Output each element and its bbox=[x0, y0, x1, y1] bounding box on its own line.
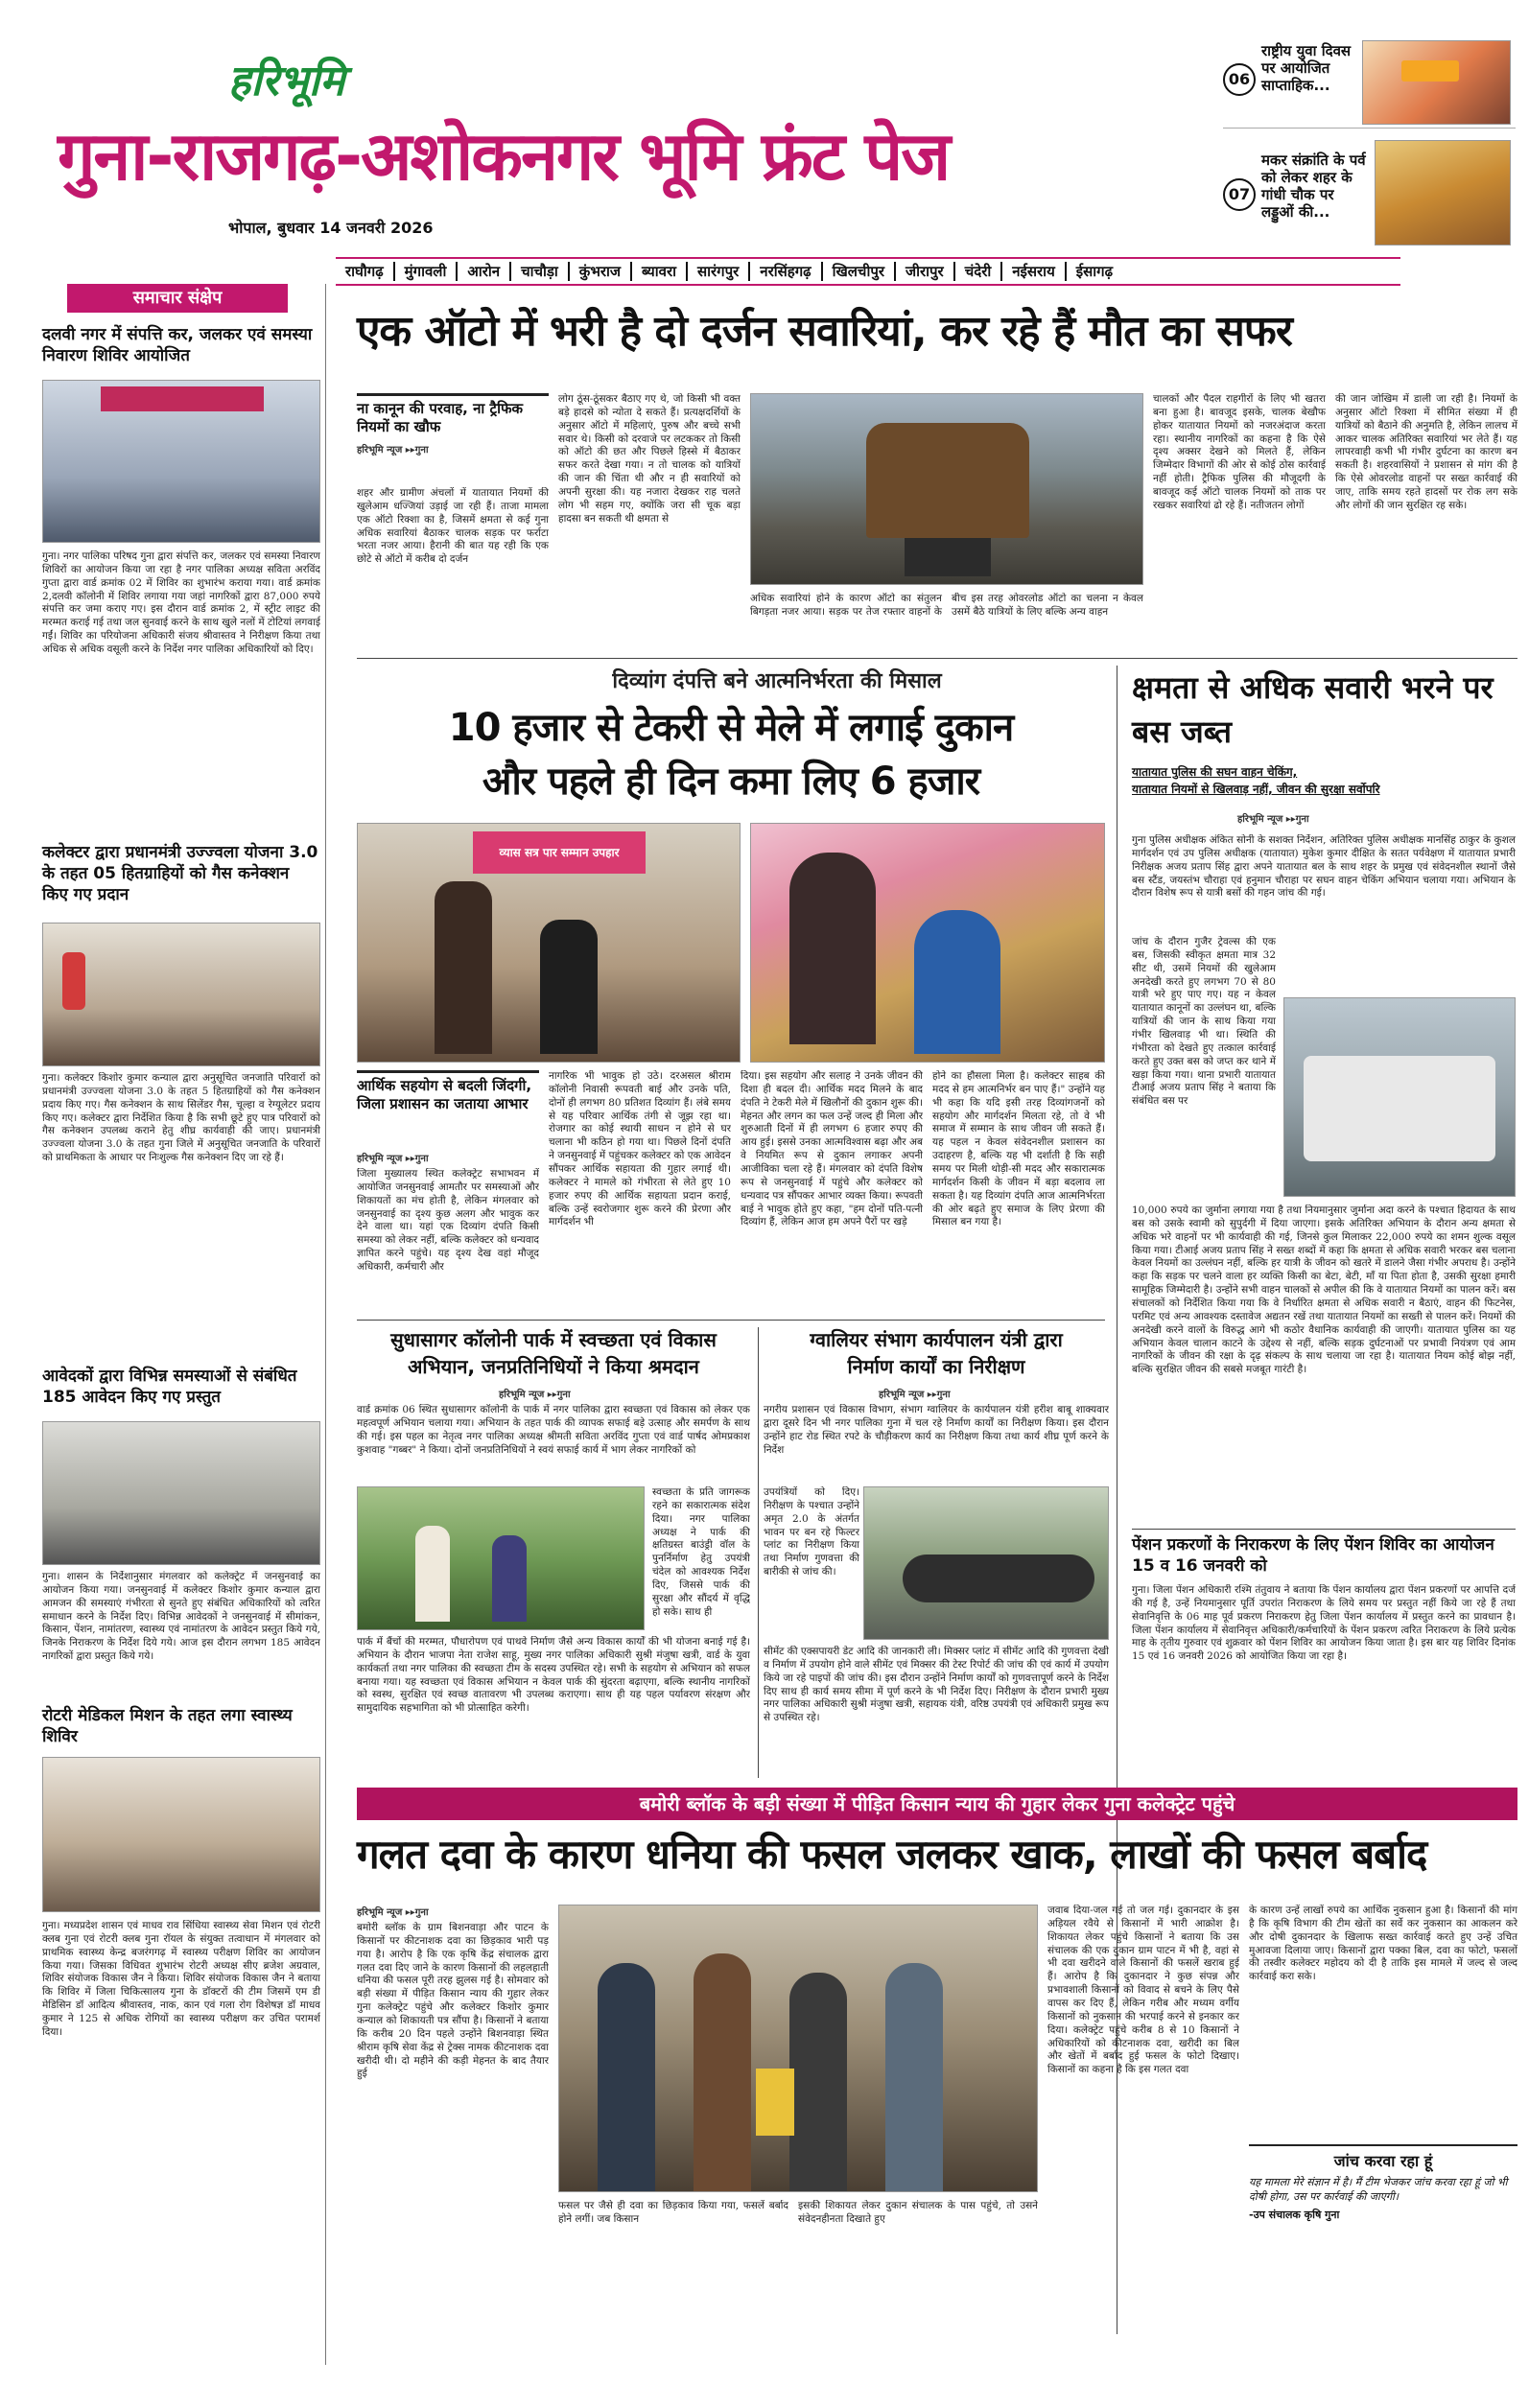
stage-banner: व्यास सत्र पार सम्मान उपहार bbox=[473, 831, 646, 874]
brief-body: गुना। मध्यप्रदेश शासन एवं माधव राव सिंधिया स्वास्थ्य सेवा मिशन एवं रोटरी क्लब गुना एवं रोटरी क्लब गुना रॉयल के संयुक्त तत्वाधान में मंगलवार को प्राथमिक स्वास्थ्य केन्द्र बजरंगगढ़ में स्वास्थ्य परीक्षण शिविर का आयोजन किया गया। जिसका विधिवत शुभारंभ रोटरी अध्यक्ष सीए ब्रजेश अग्रवाल, शिविर संयोजक विकास जैन ने किया। शिविर संयोजक विकास जैन ने बताया कि शिविर में जिला चिकित्सालय गुना के डॉक्टरों की टीम जिसमें एम डी मेडिसिन डॉ आदित्य श्रीवास्तव, नाक, कान एवं गला रोग विशेषज्ञ डॉ माधव कुमार ने 125 से अधिक रोगियों का स्वास्थ्य परीक्षण कर उचित परामर्श दिया। bbox=[42, 1920, 320, 2038]
sidebar-header: समाचार संक्षेप bbox=[67, 284, 288, 313]
dateline: भोपाल, बुधवार 14 जनवरी 2026 bbox=[228, 219, 434, 237]
brief-body: गुना। कलेक्टर किशोर कुमार कन्याल द्वारा अनुसूचित जनजाति परिवारों को प्रधानमंत्री उज्ज्वला योजना 3.0 के तहत 5 हितग्राहियों को गैस कनेक्शन प्रदाय किए गए। गैस कनेक्शन के साथ सिलेंडर गैस, चूल्हा व रेग्यूलेटर प्रदाय किए गए। कलेक्टर द्वारा निर्देशित किया है कि सभी छूटे हुए पात्र परिवारों को गैस कनेक्शन उपलब्ध कराने हेतु शीघ्र कार्यवाही की जाए। प्रधानमंत्री उज्ज्वला योजना 3.0 के तहत गुना जिले में अनुसूचित जनजाति के परिवारों को प्राथमिकता के आधार पर निःशुल्क गैस कनेक्शन दिए जा रहे हैं। bbox=[42, 1072, 320, 1164]
divyang-photo-2 bbox=[750, 823, 1105, 1063]
town-nav-item[interactable]: नरसिंहगढ़ bbox=[750, 262, 822, 281]
gwalior-left: उपयंत्रियों को दिए। निरीक्षण के पश्चात उन्होंने अमृत 2.0 के अंतर्गत भावन पर बन रहे फिल्टर प्लांट का निरीक्षण किया तथा निर्माण गुणवत्ता की बारीकी से जांच की। bbox=[764, 1486, 859, 1578]
town-nav bbox=[336, 257, 1400, 286]
promo-box[interactable] bbox=[1223, 33, 1516, 129]
gwalior-photo bbox=[863, 1486, 1109, 1640]
lead-col: शहर और ग्रामीण अंचलों में यातायात नियमों की खुलेआम धज्जियां उड़ाई जा रही हैं। ताजा मामला एक ऑटो रिक्शा का है, जिसमें क्षमता से कई गुना अधिक सवारियां बैठाकर चालक सड़क पर फर्राटा भरता नजर आया। हैरानी की बात यह रही कि एक छोटे से ऑटो में करीब दो दर्जन bbox=[357, 487, 549, 566]
page-title: गुना-राजगढ़-अशोकनगर भूमि फ्रंट पेज bbox=[58, 117, 950, 196]
farmer-caption: इसकी शिकायत लेकर दुकान संचालक के पास पहुंचे, तो उसने संवेदनहीनता दिखाते हुए bbox=[798, 2200, 1038, 2225]
farmer-headline: गलत दवा के कारण धनिया की फसल जलकर खाक, लाखों की फसल बर्बाद bbox=[357, 1831, 1427, 1878]
brief-title: आवेदकों द्वारा विभिन्न समस्याओं से संबंधित 185 आवेदन किए गए प्रस्तुत bbox=[42, 1367, 297, 1407]
brief-title: रोटरी मेडिकल मिशन के तहत लगा स्वास्थ्य शिविर bbox=[42, 1706, 293, 1746]
bus-tagline-1: यातायात पुलिस की सघन वाहन चेकिंग, bbox=[1132, 765, 1298, 779]
gwalior-headline-2: निर्माण कार्यों का निरीक्षण bbox=[847, 1355, 1025, 1378]
town-nav-item[interactable]: जीरापुर bbox=[896, 262, 955, 281]
farmer-photo bbox=[558, 1905, 1038, 2192]
town-nav-item[interactable]: चाचौड़ा bbox=[511, 262, 570, 281]
pension-body: गुना। जिला पेंशन अधिकारी रश्मि तंतुवाय ने बताया कि पेंशन कार्यालय द्वारा पेंशन प्रकरणों पर आपत्ति दर्ज की गई है, उन्हें नियमानुसार पूर्ति उपरांत निराकरण के लिये समय पर प्रस्तुत नहीं किये जा रहे हैं तथा सेवानिवृत्ति के 06 माह पूर्व प्रकरण निराकरण हेतु जिला पेंशन कार्यालय में प्रस्तुत करने का प्रावधान है। जिला पेंशन कार्यालय में सेवानिवृत्त अधिकारी/कर्मचारियों के पेंशन प्रकरण त्वरित निराकरण के लिये प्रत्येक माह के तृतीय गुरुवार एवं शुक्रवार को पेंशन शिविर का आयोजन किया जाता है। इस बार यह शिविर दिनांक 15 एवं 16 जनवरी 2026 को आयोजित किया जा रहा है। bbox=[1132, 1584, 1516, 1663]
town-nav-item[interactable]: ईसागढ़ bbox=[1075, 263, 1114, 280]
promo-text: राष्ट्रीय युवा दिवस पर आयोजित साप्ताहिक... bbox=[1261, 42, 1352, 94]
brief-title: कलेक्टर द्वारा प्रधानमंत्री उज्ज्वला योजना 3.0 के तहत 05 हितग्राहियों को गैस कनेक्शन किए गए प्रदान bbox=[42, 843, 318, 904]
byline: हरिभूमि न्यूज ▸▸गुना bbox=[879, 1390, 951, 1400]
park-photo bbox=[357, 1486, 645, 1630]
divyang-col: होने का हौसला मिला है। कलेक्टर साहब की मदद से हम आत्मनिर्भर बन पाए हैं।" उन्होंने यह भी कहा कि यदि इसी तरह दिव्यांगजनों को सहयोग और मार्गदर्शन मिलता रहे, तो वे भी समाज में सम्मान के साथ जीवन जी सकते हैं। यह पहल न केवल संवेदनशील प्रशासन का उदाहरण है, बल्कि यह भी दर्शाती है कि सही समय पर मिली थोड़ी-सी मदद और सकारात्मक मार्गदर्शन किसी के जीवन में बड़ा बदलाव ला सकता है। यह दिव्यांग दंपति आज आत्मनिर्भरता की ओर बढ़ते हुए समाज के लिए प्रेरणा की मिसाल बन गया है। bbox=[932, 1070, 1105, 1228]
lead-subhead-box bbox=[357, 393, 549, 489]
park-headline-1: सुधासागर कॉलोनी पार्क में स्वच्छता एवं विकास bbox=[390, 1328, 717, 1351]
brief-title: दलवी नगर में संपत्ति कर, जलकर एवं समस्या निवारण शिविर आयोजित bbox=[42, 325, 313, 365]
divyang-col: दिया। इस सहयोग और सलाह ने उनके जीवन की दिशा ही बदल दी। आर्थिक मदद मिलने के बाद दंपति ने टेकरी मेले में खिलौनों की दुकान शुरू की। मेहनत और लगन का फल उन्हें जल्द ही मिला और शुरुआती दिनों में ही लगभग 6 हजार रुपए की आय हुई। इससे उनका आत्मविश्वास बढ़ा और अब वे नियमित रूप से दुकान लगाकर अपनी आजीविका चला रहे हैं। मंगलवार को दंपति विशेष रूप से जनसुनवाई में पहुंचे और कलेक्टर को धन्यवाद पत्र सौंपकर आभार व्यक्त किया। रूपवती बाई ने भावुक होते हुए कहा, "हम दोनों पति-पत्नी दिव्यांग हैं, लेकिन आज हम अपने पैरों पर खड़े bbox=[741, 1070, 923, 1228]
divyang-kicker: दिव्यांग दंपत्ति बने आत्मनिर्भरता की मिसाल bbox=[612, 669, 942, 693]
divyang-col: जिला मुख्यालय स्थित कलेक्ट्रेट सभाभवन में आयोजित जनसुनवाई आमतौर पर समस्याओं और शिकायतों का मंच होती है, लेकिन मंगलवार को जनसुनवाई का दृश्य कुछ अलग और भावुक कर देने वाला था। यहां एक दिव्यांग दंपति किसी समस्या को लेकर नहीं, बल्कि कलेक्टर को धन्यवाद ज्ञापित करने पहुंचे। यह दृश्य देख वहां मौजूद अधिकारी, कर्मचारी और bbox=[357, 1168, 539, 1274]
note-body: यह मामला मेरे संज्ञान में है। मैं टीम भेजकर जांच करवा रहा हूं जो भी दोषी होगा, उस पर कार्रवाई की जाएगी। bbox=[1249, 2176, 1508, 2203]
promo-number-badge: 07 bbox=[1223, 178, 1256, 211]
byline: हरिभूमि न्यूज ▸▸गुना bbox=[1237, 814, 1309, 825]
divyang-photo bbox=[357, 823, 741, 1063]
lead-subhead: ना कानून की परवाह, ना ट्रैफिक नियमों का खौफ bbox=[357, 400, 524, 435]
town-nav-item[interactable]: नईसराय bbox=[1002, 262, 1067, 281]
brief-photo bbox=[42, 1421, 320, 1565]
farmer-col: के कारण उन्हें लाखों रुपये का आर्थिक नुकसान हुआ है। किसानों की मांग है कि कृषि विभाग की टीम खेतों का सर्वे कर नुकसान का आकलन करे और दोषी दुकानदार के खिलाफ सख्त कार्रवाई करते हुए उन्हें उचित मुआवजा दिलाया जाए। किसानों द्वारा पक्का बिल, दवा का फोटो, फसलों की तस्वीर कलेक्टर महोदय को दी है ताकि इस मामले में जल्द से जल्द कार्रवाई करा सके। bbox=[1249, 1905, 1517, 1983]
brief-body: गुना। शासन के निर्देशानुसार मंगलवार को कलेक्ट्रेट में जनसुनवाई का आयोजन किया गया। जनसुनवाई में कलेक्टर किशोर कुमार कन्याल द्वारा आमजन की समस्याएं गंभीरता से सुनते हुए संबंधित अधिकारियों को त्वरित समाधान करने के निर्देश दिए। विभिन्न आवेदकों ने जनसुनवाई में सीमांकन, किसान, पेंशन, नामांतरण, स्वास्थ्य एवं नामांतरण के आवेदन प्रस्तुत किये गये, जिनके निराकरण के निर्देश दिये गये। आज इस दौरान लगभग 185 आवेदन नागरिकों द्वारा प्रस्तुत किये गये। bbox=[42, 1571, 320, 1663]
farmer-banner-text: बमोरी ब्लॉक के बड़ी संख्या में पीड़ित किसान न्याय की गुहार लेकर गुना कलेक्ट्रेट पहुंचे bbox=[639, 1792, 1235, 1815]
divyang-headline-2: और पहले ही दिन कमा लिए 6 हजार bbox=[482, 760, 980, 804]
lead-col: लोग ठूंस-ठूंसकर बैठाए गए थे, जो किसी भी वक्त बड़े हादसे को न्योता दे सकते हैं। प्रत्यक्षदर्शियों के अनुसार ऑटो में महिलाएं, पुरुष और बच्चे सभी सवार थे। किसी को दरवाजे पर लटककर तो किसी को ऑटो की छत और पिछले हिस्से में बैठाकर सफर करते देखा गया। न तो चालक को यात्रियों की जान की चिंता थी और न ही सवारियों को अपनी सुरक्षा की। यह नजारा देखकर राह चलते लोग भी सहम गए, क्योंकि जरा सी चूक बड़ा हादसा बन सकती थी क्षमता से bbox=[558, 393, 741, 525]
town-nav-item[interactable]: कुंभराज bbox=[570, 262, 632, 281]
gwalior-bottom: सीमेंट की एक्सपायरी डेट आदि की जानकारी ली। मिक्सर प्लांट में सीमेंट आदि की गुणवत्ता देखी व निर्माण में उपयोग होने वाले सीमेंट एवं मिक्सर की टेस्ट रिपोर्ट की जांच की एवं कार्य में उपयोग किये जा रहे पाइपों की जांच की। इस दौरान उन्होंने निर्माण कार्यों को गुणवत्तापूर्ण करने के निर्देश दिए साथ ही कार्य समय सीमा में पूर्ण करने के भी निर्देश दिए। निरीक्षण के दौरान प्रभारी मुख्य नगर पालिका अधिकारी सुश्री मंजुषा खत्री, सहायक यंत्री, वरिष्ठ उपयंत्री एवं अधिकारी प्रमुख रूप से उपस्थित रहे। bbox=[764, 1646, 1109, 1724]
farmer-caption: फसल पर जैसे ही दवा का छिड़काव किया गया, फसलें बर्बाद होने लगीं। जब किसान bbox=[558, 2200, 788, 2225]
bus-rest: 10,000 रुपये का जुर्माना लगाया गया है तथा नियमानुसार जुर्माना अदा करने के पश्चात हिदायत के साथ बस को उसके स्वामी को सुपुर्दगी में दिया जाएगा। इसके अतिरिक्त अभियान के दौरान अन्य क्षमता से अधिक भरे वाहनों पर भी कार्यवाही की गई, जिनसे कुल मिलाकर 22,000 रुपये का शमन शुल्क वसूल किया गया। टीआई अजय प्रताप सिंह ने सख्त शब्दों में कहा कि क्षमता से अधिक सवारी भरकर बस चलाना केवल नियमों का उल्लंघन नहीं, बल्कि हर यात्री के जीवन को खतरे में डालने जैसा गंभीर अपराध है। उन्होंने कहा कि सड़क पर चलने वाला हर व्यक्ति किसी का बेटा, बेटी, माँ या पिता होता है, उसकी सुरक्षा हमारी सामूहिक जिम्मेदारी है। उन्होंने सभी वाहन चालकों से अपील की कि वे यातायात नियमों का पालन करें। बस संचालकों को निर्देशित किया गया कि वे निर्धारित क्षमता से अधिक सवारी न बैठाएं, वाहन की फिटनेस, परमिट एवं अन्य आवश्यक दस्तावेज अद्यतन रखें तथा यातायात नियमों का सख्ती से पालन करें। नियमों की अनदेखी करने वालों के विरुद्ध आगे भी कठोर वैधानिक कार्यवाही की जाएगी। यातायात पुलिस का यह अभियान केवल चालान काटने के उद्देश्य से नहीं, बल्कि सड़क दुर्घटनाओं पर प्रभावी नियंत्रण एवं आम नागरिकों के जीवन की रक्षा के दृढ़ संकल्प के साथ चलाया जा रहा है। यातायात नियम कोई बोझ नहीं, बल्कि सुरक्षित जीवन की सबसे मजबूत गारंटी है। bbox=[1132, 1204, 1516, 1376]
farmer-note-box bbox=[1249, 2144, 1517, 2259]
divyang-col: नागरिक भी भावुक हो उठे। दरअसल श्रीराम कॉलोनी निवासी रूपवती बाई और उनके पति, दोनों ही लगभग 80 प्रतिशत दिव्यांग हैं। लंबे समय से यह परिवार आर्थिक तंगी से जूझ रहा था। रोजगार का कोई स्थायी साधन न होने से घर चलाना भी कठिन हो गया था। पिछले दिनों दंपति ने जनसुनवाई में पहुंचकर कलेक्टर को एक आवेदन सौंपकर आर्थिक सहायता की गुहार लगाई थी। कलेक्टर ने मामले को गंभीरता से लेते हुए 10 हजार रुपए की आर्थिक सहायता प्रदान कराई, बल्कि उन्हें स्वरोजगार शुरू करने की प्रेरणा और मार्गदर्शन भी bbox=[549, 1070, 731, 1228]
byline: हरिभूमि न्यूज ▸▸गुना bbox=[499, 1390, 571, 1400]
lead-col: चालकों और पैदल राहगीरों के लिए भी खतरा बना हुआ है। बावजूद इसके, चालक बेखौफ होकर यातायात नियमों को नजरअंदाज करता रहा। स्थानीय नागरिकों का कहना है कि ऐसे दृश्य अक्सर देखने को मिलते हैं, लेकिन जिम्मेदार विभागों की ओर से कोई ठोस कार्रवाई नहीं होती। ट्रैफिक पुलिस की मौजूदगी के बावजूद कई ऑटो चालक नियमों को ताक पर रखकर सवारियां ढो रहे हैं। नतीजतन लोगों bbox=[1153, 393, 1326, 511]
news-brief-sidebar bbox=[38, 284, 326, 2365]
town-nav-item[interactable]: चंदेरी bbox=[955, 262, 1003, 281]
farmer-banner bbox=[357, 1788, 1517, 1820]
park-top: वार्ड क्रमांक 06 स्थित सुधासागर कॉलोनी के पार्क में नगर पालिका द्वारा स्वच्छता एवं विकास को लेकर एक महत्वपूर्ण अभियान चलाया गया। अभियान के तहत पार्क की व्यापक सफाई बड़े उत्साह और समर्पण के साथ की गई। इस पहल का नेतृत्व नगर पालिका अध्यक्ष श्रीमती सविता अरविंद गुप्ता एवं वार्ड पार्षद ओमप्रकाश कुशवाह "गब्बर" ने किया। दोनों जनप्रतिनिधियों ने स्वयं सफाई कार्य में भाग लेकर नागरिकों को bbox=[357, 1404, 750, 1456]
divyang-caption: आर्थिक सहयोग से बदली जिंदगी, जिला प्रशासन का जताया आभार bbox=[357, 1077, 532, 1112]
note-title: जांच करवा रहा हूं bbox=[1333, 2152, 1433, 2170]
note-sign: -उप संचालक कृषि गुना bbox=[1249, 2209, 1340, 2221]
brand-logo: हरिभूमि bbox=[228, 57, 345, 105]
brief-photo bbox=[42, 1757, 320, 1912]
bus-left: जांच के दौरान गुजैर ट्रेवल्स की एक बस, जिसकी स्वीकृत क्षमता मात्र 32 सीट थी, उसमें नियमों की खुलेआम अनदेखी करते हुए लगभग 70 से 80 यात्री भरे हुए पाए गए। यह न केवल यातायात कानूनों का उल्लंघन था, बल्कि यात्रियों की जान के साथ किया गया गंभीर खिलवाड़ भी था। स्थिति की गंभीरता को देखते हुए तत्काल कार्रवाई करते हुए उक्त बस को जप्त कर थाने में खड़ा किया गया। थाना प्रभारी यातायात टीआई अजय प्रताप सिंह ने बताया कि संबंधित बस पर bbox=[1132, 936, 1276, 1108]
farmer-col: जवाब दिया-जल गई तो जल गई। दुकानदार के इस अड़ियल रवैये से किसानों में भारी आक्रोश है। शिकायत लेकर पहुंचे किसानों ने बताया कि उस संचालक की एक दुकान ग्राम पाटन में भी है, वहां से भी दवा खरीदने वाले किसानों की फसलें खराब हुई हैं। आरोप है कि दुकानदार ने कुछ संपन्न और प्रभावशाली किसानों को विवाद से बचने के लिए पैसे वापस कर दिए हैं, लेकिन गरीब और मध्यम वर्गीय किसानों को नुकसान की भरपाई करने से इनकार कर दिया। कलेक्ट्रेट पहुंचे करीब 8 से 10 किसानों ने अधिकारियों को कीटनाशक दवा, खरीदी का बिल और खेतों में बर्बाद हुई फसल के फोटो दिखाए। किसानों का कहना है कि इस गलत दवा bbox=[1047, 1905, 1239, 2076]
byline: हरिभूमि न्यूज ▸▸गुना bbox=[357, 1907, 429, 1918]
lead-photo bbox=[750, 393, 1143, 585]
promo-text: मकर संक्रांति के पर्व को लेकर शहर के गांधी चौक पर लड्डुओं की... bbox=[1261, 152, 1366, 221]
promo-number-badge: 06 bbox=[1223, 63, 1256, 96]
bus-photo bbox=[1283, 997, 1516, 1197]
brief-photo bbox=[42, 923, 320, 1066]
farmer-col: बमोरी ब्लॉक के ग्राम बिशनवाड़ा और पाटन के किसानों पर कीटनाशक दवा का छिड़काव भारी पड़ गया है। आरोप है कि एक कृषि केंद्र संचालक द्वारा गलत दवा दिए जाने के कारण किसानों की लहलहाती धनिया की फसल पूरी तरह झुलस गई है। सोमवार को बड़ी संख्या में पीड़ित किसान न्याय की गुहार लेकर गुना कलेक्ट्रेट पहुंचे और कलेक्टर किशोर कुमार कन्याल को शिकायती पत्र सौंपा है। किसानों ने बताया कि करीब 20 दिन पहले उन्होंने बिशनवाड़ा स्थित श्रीराम कृषि सेवा केंद्र से ट्रेक्स नामक कीटनाशक दवा खरीदी थी। दो महीने की कड़ी मेहनत के बाद तैयार हुई bbox=[357, 1922, 549, 2080]
town-nav-item[interactable]: खिलचीपुर bbox=[823, 262, 896, 281]
lead-col: की जान जोखिम में डाली जा रही है। नियमों के अनुसार ऑटो रिक्शा में सीमित संख्या में ही यात्रियों को बैठाने की अनुमति है, लेकिन लालच में आकर चालक अतिरिक्त सवारियां भर लेते हैं। यह लापरवाही कभी भी गंभीर दुर्घटना का कारण बन सकती है। शहरवासियों ने प्रशासन से मांग की है कि ऐसे ओवरलोड वाहनों पर सख्त कार्रवाई की जाए, ताकि समय रहते हादसों पर रोक लग सके और लोगों की जान सुरक्षित रह सके। bbox=[1335, 393, 1517, 511]
town-nav-item[interactable]: ब्यावरा bbox=[632, 262, 688, 281]
park-right: स्वच्छता के प्रति जागरूक रहने का सकारात्मक संदेश दिया। नगर पालिका अध्यक्ष ने पार्क की क्षतिग्रस्त बाउंड्री वॉल के पुनर्निर्माण हेतु उपयंत्री चंदेल को आवश्यक निर्देश दिए, जिससे पार्क की सुरक्षा और सौंदर्य में वृद्धि हो सके। साथ ही bbox=[652, 1486, 750, 1618]
brief-body: गुना। नगर पालिका परिषद गुना द्वारा संपत्ति कर, जलकर एवं समस्या निवारण शिविरों का आयोजन किया जा रहा है नगर पालिका अध्यक्ष सविता अरविंद गुप्ता द्वारा वार्ड क्रमांक 02 में शिविर का शुभारंभ कराया गया। वार्ड क्रमांक 2,दलवी कॉलोनी में शिविर लगाया गया जहां नागरिकों द्वारा 87,000 रुपये संपत्ति कर जमा कराए गए। इस दौरान वार्ड क्रमांक 2, में स्ट्रीट लाइट की मरम्मत कराई गई तथा जल सुनवाई करने के साथ खुले नलों में टोटियां लगवाई गईं। शिविर का परियोजना अधिकारी संजय श्रीवास्तव ने निरीक्षण किया तथा अधिक से अधिक वसूली करने के निर्देश नगर पालिका अधिकारियों को दिए। bbox=[42, 550, 320, 656]
divyang-caption-box bbox=[357, 1070, 539, 1157]
byline: हरिभूमि न्यूज ▸▸गुना bbox=[357, 445, 429, 456]
bus-headline: क्षमता से अधिक सवारी भरने पर बस जब्त bbox=[1132, 669, 1494, 750]
byline: हरिभूमि न्यूज ▸▸गुना bbox=[357, 1154, 429, 1164]
park-bottom: पार्क में बैंचों की मरम्मत, पौधारोपण एवं पाथवे निर्माण जैसे अन्य विकास कार्यों की भी योजना बनाई गई है। अभियान के दौरान भाजपा नेता राजेश साहू, मुख्य नगर पालिका अधिकारी सुश्री मंजुषा खत्री, वार्ड के युवा कार्यकर्ता तथा नगर पालिका की स्वच्छता टीम के सदस्य उपस्थित रहे। सभी के सहयोग से अभियान को सफल बनाया गया। यह स्वच्छता एवं विकास अभियान न केवल पार्क की सुंदरता बढ़ाएगा, बल्कि स्थानीय नागरिकों को स्वस्थ, सुरक्षित एवं स्वच्छ वातावरण भी उपलब्ध कराएगा। साथ ही यह पहल पर्यावरण संरक्षण और सामुदायिक सहभागिता को भी प्रोत्साहित करेगी। bbox=[357, 1636, 750, 1715]
promo-photo bbox=[1375, 140, 1511, 245]
town-nav-item[interactable]: सारंगपुर bbox=[688, 262, 750, 281]
park-headline-2: अभियान, जनप्रतिनिधियों ने किया श्रमदान bbox=[408, 1355, 699, 1378]
lead-col: अधिक सवारियां होने के कारण ऑटो का संतुलन बिगड़ता नजर आया। सड़क पर तेज रफ्तार वाहनों के बीच इस तरह ओवरलोड ऑटो का चलना न केवल उसमें बैठे यात्रियों के लिए बल्कि अन्य वाहन bbox=[750, 593, 1143, 618]
bus-intro: गुना पुलिस अधीक्षक अंकित सोनी के सशक्त निर्देशन, अतिरिक्त पुलिस अधीक्षक मानसिंह ठाकुर के कुशल मार्गदर्शन एवं उप पुलिस अधीक्षक (यातायात) मुकेश कुमार दीक्षित के सतत पर्यवेक्षण में यातायात प्रभारी निरीक्षक अजय प्रताप सिंह द्वारा अपने यातायात बल के साथ शहर के प्रमुख एवं संवेदनशील स्थानों जैसे बस स्टैंड, जयस्तंभ चौराहा एवं हनुमान चौराहा पर सघन वाहन चेकिंग अभियान चलाया गया। अभियान के दौरान विशेष रूप से यात्री बसों की गहन जांच की गई। bbox=[1132, 834, 1516, 900]
town-nav-item[interactable]: राघौगढ़ bbox=[336, 262, 395, 281]
town-nav-item[interactable]: मुंगावली bbox=[395, 262, 459, 281]
lead-headline: एक ऑटो में भरी है दो दर्जन सवारियां, कर रहे हैं मौत का सफर bbox=[357, 307, 1292, 356]
bus-tagline-2: यातायात नियमों से खिलवाड़ नहीं, जीवन की सुरक्षा सर्वोपरि bbox=[1132, 783, 1380, 796]
gwalior-headline-1: ग्वालियर संभाग कार्यपालन यंत्री द्वारा bbox=[810, 1328, 1063, 1351]
promo-box[interactable] bbox=[1223, 136, 1516, 256]
town-nav-item[interactable]: आरोन bbox=[458, 262, 511, 281]
gwalior-top: नगरीय प्रशासन एवं विकास विभाग, संभाग ग्वालियर के कार्यपालन यंत्री हरीश बाबू शाक्यवार द्वारा दूसरे दिन भी नगर पालिका गुना में चल रहे निर्माण कार्यों का निरीक्षण किया। इस दौरान उन्होंने हाट रोड स्थित रपटे के चौड़ीकरण कार्य का निरीक्षण किया तथा कार्य शीघ्र पूर्ण करने के निर्देश bbox=[764, 1404, 1109, 1456]
brief-photo bbox=[42, 380, 320, 543]
divyang-headline-1: 10 हजार से टेकरी से मेले में लगाई दुकान bbox=[448, 706, 1014, 750]
pension-headline: पेंशन प्रकरणों के निराकरण के लिए पेंशन शिविर का आयोजन 15 व 16 जनवरी को bbox=[1132, 1535, 1494, 1576]
promo-photo bbox=[1362, 40, 1511, 125]
